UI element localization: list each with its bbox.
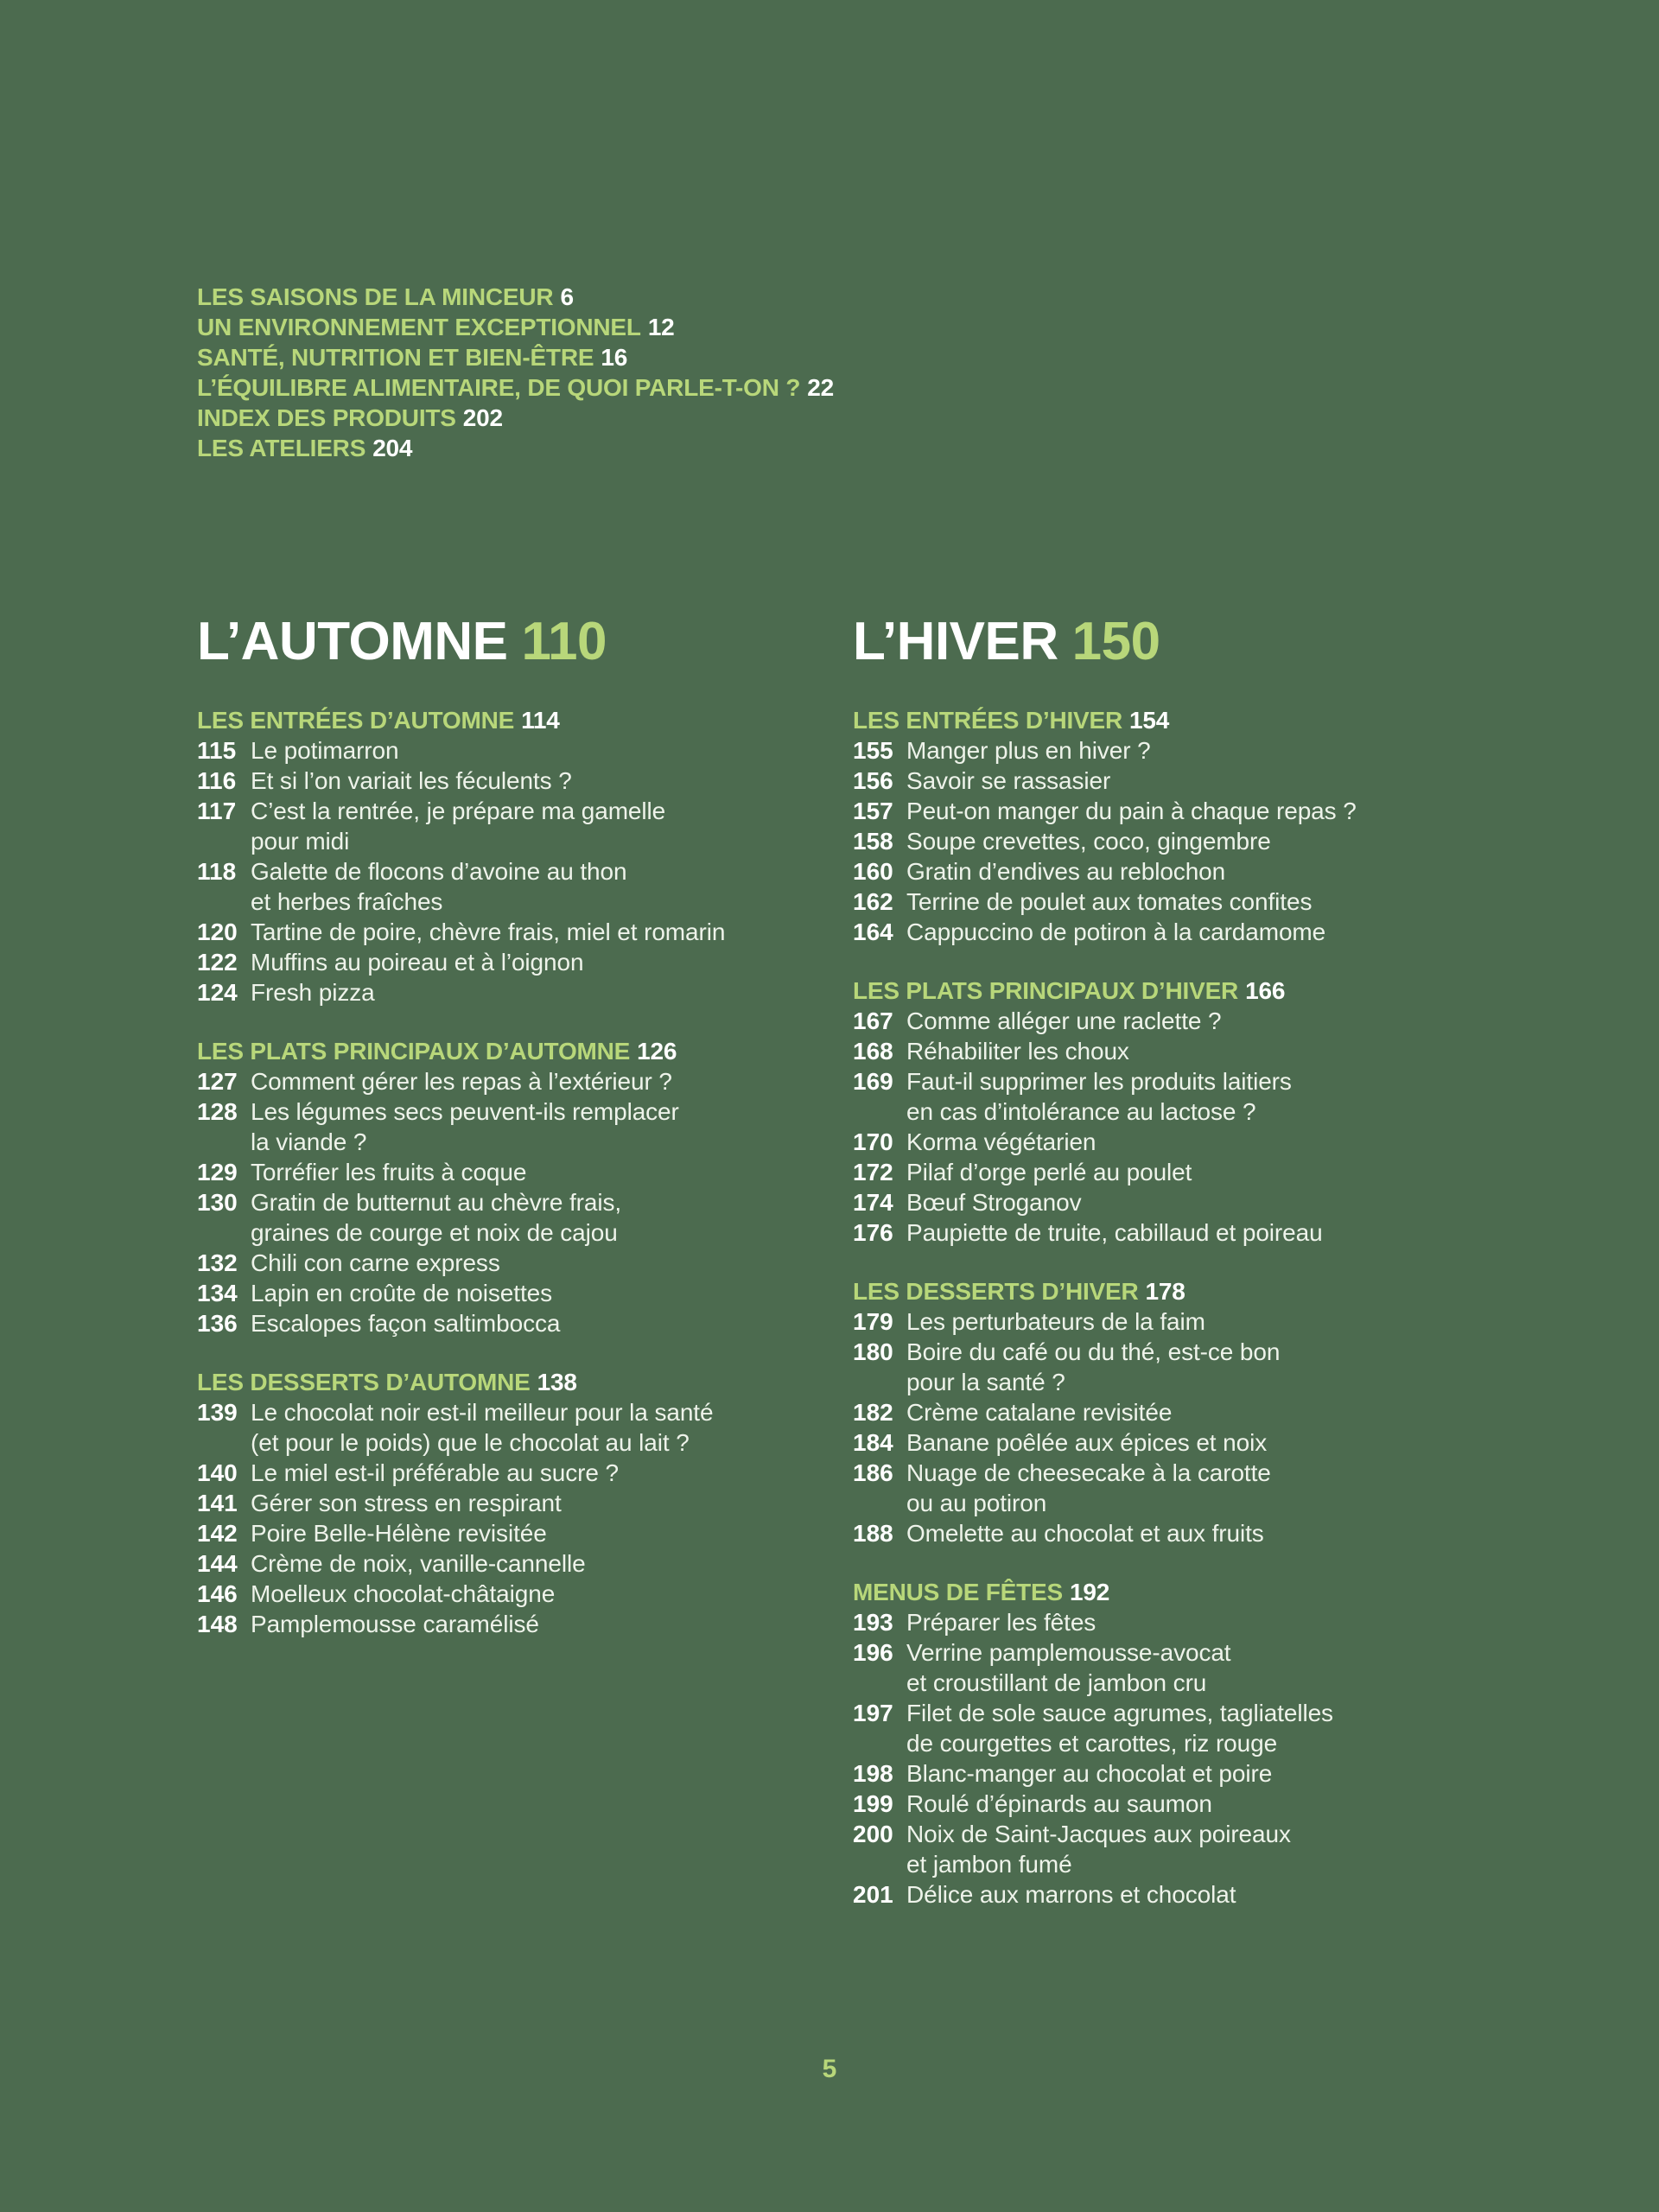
intro-item [197,403,1493,433]
toc-entry [197,856,819,917]
toc-entry [853,1127,1570,1157]
toc-entry [853,917,1570,947]
toc-entry-page: 141 [197,1490,238,1516]
autumn-title-label: L’AUTOMNE [197,612,508,671]
intro-item-page: 22 [807,374,835,401]
autumn-title [197,610,819,674]
toc-entry-text: Comment gérer les repas à l’extérieur ? [251,1068,672,1095]
toc-entry-text: Chili con carne express [251,1249,500,1276]
winter-title-label: L’HIVER [853,612,1058,671]
toc-entry-text: Et si l’on variait les féculents ? [251,767,572,794]
section-title [853,705,1570,735]
toc-entry [853,1157,1570,1187]
section-title-label: MENUS DE FÊTES [853,1579,1064,1605]
intro-item-page: 6 [560,283,574,310]
toc-entry-text: Comme alléger une raclette ? [906,1007,1222,1034]
toc-entry-page: 182 [853,1399,893,1426]
section-title-page: 126 [637,1038,677,1065]
toc-entry-text: Délice aux marrons et chocolat [906,1881,1236,1908]
toc-entry [197,735,819,766]
toc-entry-text: C’est la rentrée, je prépare ma gamelle pour midi [251,798,666,855]
toc-entry [853,1607,1570,1637]
toc-entry-page: 155 [853,737,893,764]
toc-entry [853,1427,1570,1458]
toc-entry-text: Cappuccino de potiron à la cardamome [906,918,1326,945]
intro-item-page: 204 [372,435,413,461]
toc-entry [197,1488,819,1518]
toc-entry-text: Préparer les fêtes [906,1609,1096,1636]
toc-entry-text: Peut-on manger du pain à chaque repas ? [906,798,1357,824]
toc-entry [853,735,1570,766]
toc-entry-page: 117 [197,798,237,824]
toc-section [853,1577,1570,1910]
toc-entry-text: Bœuf Stroganov [906,1189,1082,1216]
toc-entry [853,1879,1570,1910]
toc-entry-page: 164 [853,918,893,945]
toc-section [853,976,1570,1248]
toc-entry [853,1819,1570,1879]
toc-entry-text: Les perturbateurs de la faim [906,1308,1205,1335]
toc-entry [853,1698,1570,1758]
intro-item-label: UN ENVIRONNEMENT EXCEPTIONNEL [197,314,641,340]
intro-item-label: L’ÉQUILIBRE ALIMENTAIRE, DE QUOI PARLE-T-ON ? [197,374,801,401]
section-title-label: LES DESSERTS D’HIVER [853,1278,1139,1305]
toc-entry [853,1458,1570,1518]
toc-entry [853,1758,1570,1789]
toc-entry-page: 142 [197,1520,238,1547]
toc-entry-text: Filet de sole sauce agrumes, tagliatelles de courgettes et carottes, riz rouge [906,1700,1333,1757]
toc-entry-text: Omelette au chocolat et aux fruits [906,1520,1264,1547]
toc-entry-text: Paupiette de truite, cabillaud et poireau [906,1219,1323,1246]
page-number: 5 [822,2055,837,2083]
toc-entry-page: 196 [853,1639,893,1666]
toc-entry-text: Boire du café ou du thé, est-ce bon pour la santé ? [906,1338,1281,1395]
toc-entry-text: Le miel est-il préférable au sucre ? [251,1459,619,1486]
toc-entry-text: Torréfier les fruits à coque [251,1159,527,1185]
intro-item [197,282,1493,312]
toc-entry [197,1066,819,1096]
toc-entry [197,1397,819,1458]
section-title-page: 166 [1245,977,1286,1004]
toc-entry [853,1397,1570,1427]
section-title-page: 154 [1129,707,1170,734]
toc-entry [853,1187,1570,1217]
intro-item-label: INDEX DES PRODUITS [197,404,456,431]
section-title [853,1577,1570,1607]
toc-entry-page: 129 [197,1159,238,1185]
section-title-label: LES PLATS PRINCIPAUX D’AUTOMNE [197,1038,631,1065]
toc-section [197,705,819,1007]
section-title-page: 192 [1070,1579,1110,1605]
toc-entry [197,1187,819,1248]
toc-entry-page: 130 [197,1189,238,1216]
toc-section [197,1367,819,1639]
toc-entry-text: Gratin d’endives au reblochon [906,858,1226,885]
autumn-sections [197,705,819,1639]
toc-entry-text: Pamplemousse caramélisé [251,1611,539,1637]
toc-entry-text: Gérer son stress en respirant [251,1490,562,1516]
toc-entry [197,1579,819,1609]
toc-entry-text: Blanc-manger au chocolat et poire [906,1760,1273,1787]
toc-entry-text: Réhabiliter les choux [906,1038,1129,1065]
toc-entry-page: 158 [853,828,893,855]
toc-entry-text: Le potimarron [251,737,399,764]
winter-title-page: 150 [1071,612,1160,671]
toc-entry-text: Poire Belle-Hélène revisitée [251,1520,547,1547]
toc-entry-text: Verrine pamplemousse-avocat et croustillant de jambon cru [906,1639,1231,1696]
toc-entry [853,826,1570,856]
toc-entry-page: 115 [197,737,237,764]
toc-entry [853,766,1570,796]
toc-entry-text: Nuage de cheesecake à la carotte ou au potiron [906,1459,1271,1516]
toc-entry-page: 193 [853,1609,893,1636]
toc-entry-text: Les légumes secs peuvent-ils remplacer la viande ? [251,1098,679,1155]
toc-entry-page: 139 [197,1399,238,1426]
section-title [197,1367,819,1397]
intro-list [197,282,1493,463]
section-title-label: LES ENTRÉES D’AUTOMNE [197,707,515,734]
toc-entry [197,1278,819,1308]
section-title [197,1036,819,1066]
toc-entry-text: Le chocolat noir est-il meilleur pour la santé (et pour le poids) que le chocolat au lait ? [251,1399,714,1456]
section-title-page: 178 [1145,1278,1185,1305]
toc-entry-page: 176 [853,1219,893,1246]
toc-entry [853,887,1570,917]
toc-entry-text: Pilaf d’orge perlé au poulet [906,1159,1192,1185]
toc-section [853,705,1570,947]
toc-entry-text: Terrine de poulet aux tomates confites [906,888,1313,915]
toc-entry-page: 144 [197,1550,238,1577]
toc-entry [853,1217,1570,1248]
toc-entry-page: 198 [853,1760,893,1787]
toc-entry-page: 136 [197,1310,238,1337]
toc-entry [853,1337,1570,1397]
toc-entry [853,1789,1570,1819]
toc-entry-text: Banane poêlée aux épices et noix [906,1429,1268,1456]
section-title-label: LES DESSERTS D’AUTOMNE [197,1369,531,1395]
toc-entry-page: 186 [853,1459,893,1486]
section-title-page: 138 [537,1369,577,1395]
toc-entry-page: 201 [853,1881,893,1908]
toc-entry [853,1066,1570,1127]
toc-entry-text: Lapin en croûte de noisettes [251,1280,553,1306]
toc-entry-page: 160 [853,858,893,885]
intro-item-label: SANTÉ, NUTRITION ET BIEN-ÊTRE [197,344,594,371]
winter-title [853,610,1570,674]
toc-entry-page: 188 [853,1520,893,1547]
toc-entry [197,977,819,1007]
toc-entry-page: 122 [197,949,238,976]
toc-entry-page: 146 [197,1580,238,1607]
intro-item [197,372,1493,403]
intro-item-label: LES SAISONS DE LA MINCEUR [197,283,554,310]
winter-sections [853,705,1570,1910]
toc-entry-text: Savoir se rassasier [906,767,1111,794]
toc-entry [197,917,819,947]
autumn-column [197,610,819,1668]
toc-entry [197,796,819,856]
toc-entry [197,1248,819,1278]
toc-entry-page: 169 [853,1068,893,1095]
toc-entry-page: 120 [197,918,238,945]
toc-entry-page: 140 [197,1459,238,1486]
toc-entry-text: Noix de Saint-Jacques aux poireaux et jambon fumé [906,1821,1291,1878]
toc-entry-page: 179 [853,1308,893,1335]
autumn-title-page: 110 [521,612,607,671]
toc-entry [197,947,819,977]
intro-item-page: 202 [462,404,503,431]
toc-entry-page: 127 [197,1068,238,1095]
toc-entry-page: 134 [197,1280,238,1306]
intro-item-page: 12 [647,314,675,340]
toc-entry-text: Escalopes façon saltimbocca [251,1310,561,1337]
toc-entry-page: 199 [853,1790,893,1817]
toc-entry-page: 184 [853,1429,893,1456]
toc-entry-page: 168 [853,1038,893,1065]
toc-section [853,1276,1570,1548]
toc-entry [197,766,819,796]
toc-entry [197,1096,819,1157]
toc-entry [853,1637,1570,1698]
toc-entry-text: Tartine de poire, chèvre frais, miel et romarin [251,918,726,945]
toc-entry-page: 148 [197,1611,238,1637]
toc-entry-page: 200 [853,1821,893,1847]
toc-entry-page: 124 [197,979,238,1006]
intro-item-page: 16 [601,344,628,371]
toc-entry-page: 128 [197,1098,238,1125]
toc-entry-text: Gratin de butternut au chèvre frais, graines de courge et noix de cajou [251,1189,622,1246]
section-title-label: LES ENTRÉES D’HIVER [853,707,1123,734]
toc-entry [197,1458,819,1488]
toc-entry-page: 197 [853,1700,893,1726]
toc-entry-page: 174 [853,1189,893,1216]
section-title-page: 114 [521,707,560,734]
winter-column [853,610,1570,1938]
section-title [853,976,1570,1006]
toc-entry [197,1609,819,1639]
intro-item [197,433,1493,463]
toc-entry [197,1157,819,1187]
intro-item [197,342,1493,372]
toc-entry [853,1006,1570,1036]
toc-entry-text: Soupe crevettes, coco, gingembre [906,828,1271,855]
toc-entry-page: 172 [853,1159,893,1185]
toc-entry-page: 162 [853,888,893,915]
toc-entry-text: Moelleux chocolat-châtaigne [251,1580,556,1607]
toc-entry [853,1306,1570,1337]
toc-entry [853,1518,1570,1548]
toc-entry-text: Manger plus en hiver ? [906,737,1151,764]
toc-entry [197,1548,819,1579]
toc-entry-text: Crème catalane revisitée [906,1399,1173,1426]
toc-entry [853,1036,1570,1066]
toc-entry-text: Faut-il supprimer les produits laitiers en cas d’intolérance au lactose ? [906,1068,1292,1125]
intro-item [197,312,1493,342]
toc-entry [197,1308,819,1338]
toc-entry [197,1518,819,1548]
toc-entry-page: 132 [197,1249,238,1276]
section-title-label: LES PLATS PRINCIPAUX D’HIVER [853,977,1239,1004]
toc-entry-text: Korma végétarien [906,1128,1096,1155]
section-title [853,1276,1570,1306]
toc-entry-page: 180 [853,1338,893,1365]
toc-entry-page: 156 [853,767,893,794]
toc-entry-text: Galette de flocons d’avoine au thon et herbes fraîches [251,858,627,915]
toc-entry-text: Roulé d’épinards au saumon [906,1790,1212,1817]
toc-entry-page: 157 [853,798,893,824]
toc-entry [853,796,1570,826]
toc-section [197,1036,819,1338]
section-title [197,705,819,735]
toc-entry-page: 167 [853,1007,893,1034]
toc-entry-text: Muffins au poireau et à l’oignon [251,949,584,976]
toc-entry-text: Crème de noix, vanille-cannelle [251,1550,586,1577]
intro-item-label: LES ATELIERS [197,435,366,461]
toc-entry [853,856,1570,887]
toc-entry-page: 118 [197,858,237,885]
toc-entry-page: 170 [853,1128,893,1155]
toc-entry-text: Fresh pizza [251,979,375,1006]
toc-entry-page: 116 [197,767,237,794]
